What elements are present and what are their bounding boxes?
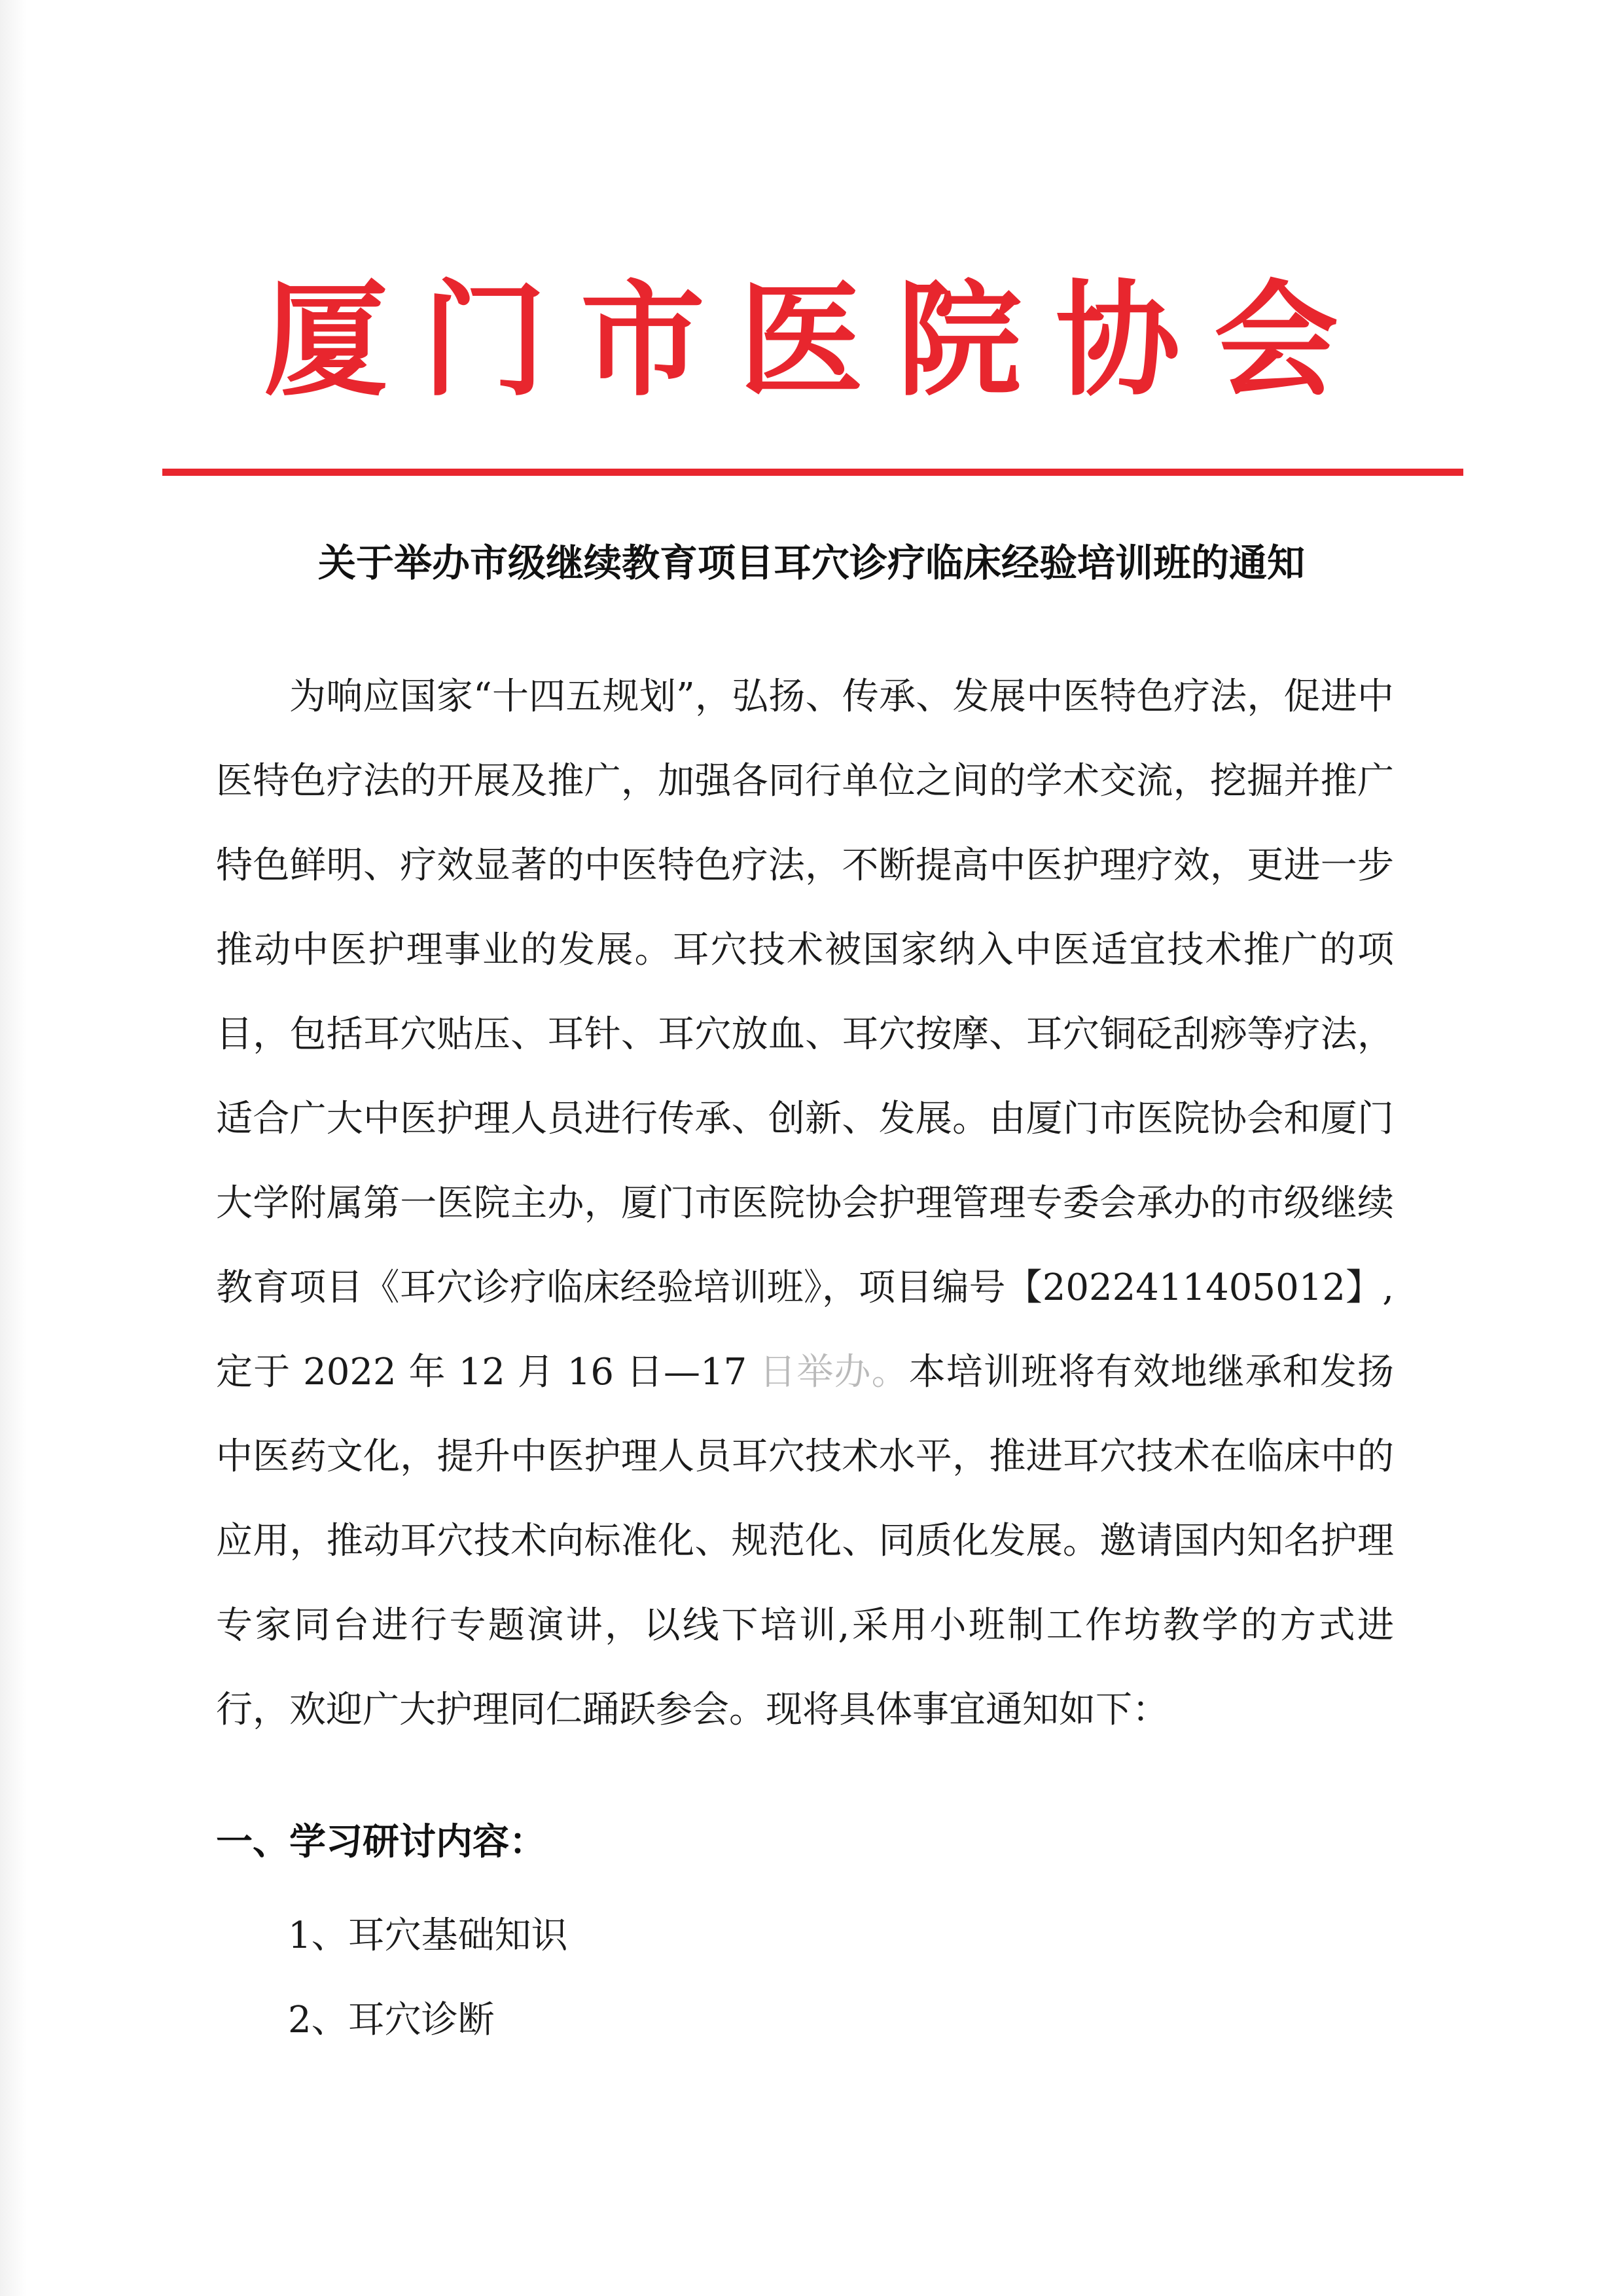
notice-body-part1: 为响应国家“十四五规划”，弘扬、传承、发展中医特色疗法，促进中医特色疗法的开展及推广，加强各同行单位之间的学术交流，挖掘并推广特色鲜明、疗效显著的中医特色疗法，不断提高中医护理疗效，更进一步推动中医护理事业的发展。耳穴技术被国家纳入中医适宜技术推广的项目，包括耳穴贴压、耳针、耳穴放血、耳穴按摩、耳穴铜砭刮痧等疗法，适合广大中医护理人员进行传承、创新、发展。由厦门市医院协会和厦门大学附属第一医院主办，厦门市医院协会护理管理专委会承办的市级继续教育项目《耳穴诊疗临床经验培训班》，项目编号【2022411405012】,定于 2022 年 12 月 16 日—17 [216,675,1394,1393]
scan-edge-shadow [0,0,26,2296]
notice-body-paragraph [216,655,1394,1752]
notice-body-faded-text: 日举办。 [759,1351,909,1393]
notice-body-part2: 本培训班将有效地继承和发扬中医药文化，提升中医护理人员耳穴技术水平，推进耳穴技术在临床中的应用，推动耳穴技术向标准化、规范化、同质化发展。邀请国内知名护理专家同台进行专题演讲，以线下培训,采用小班制工作坊教学的方式进行，欢迎广大护理同仁踊跃参会。现将具体事宜通知如下： [216,1351,1395,1731]
organization-header: 厦门市医院协会 [263,267,1372,413]
list-item: 1、耳穴基础知识 [288,1914,568,1957]
header-red-divider [162,469,1463,476]
list-item: 2、耳穴诊断 [288,1999,495,2041]
notice-title: 关于举办市级继续教育项目耳穴诊疗临床经验培训班的通知 [317,541,1305,585]
section-heading-study-content: 一、学习研讨内容： [216,1821,546,1863]
